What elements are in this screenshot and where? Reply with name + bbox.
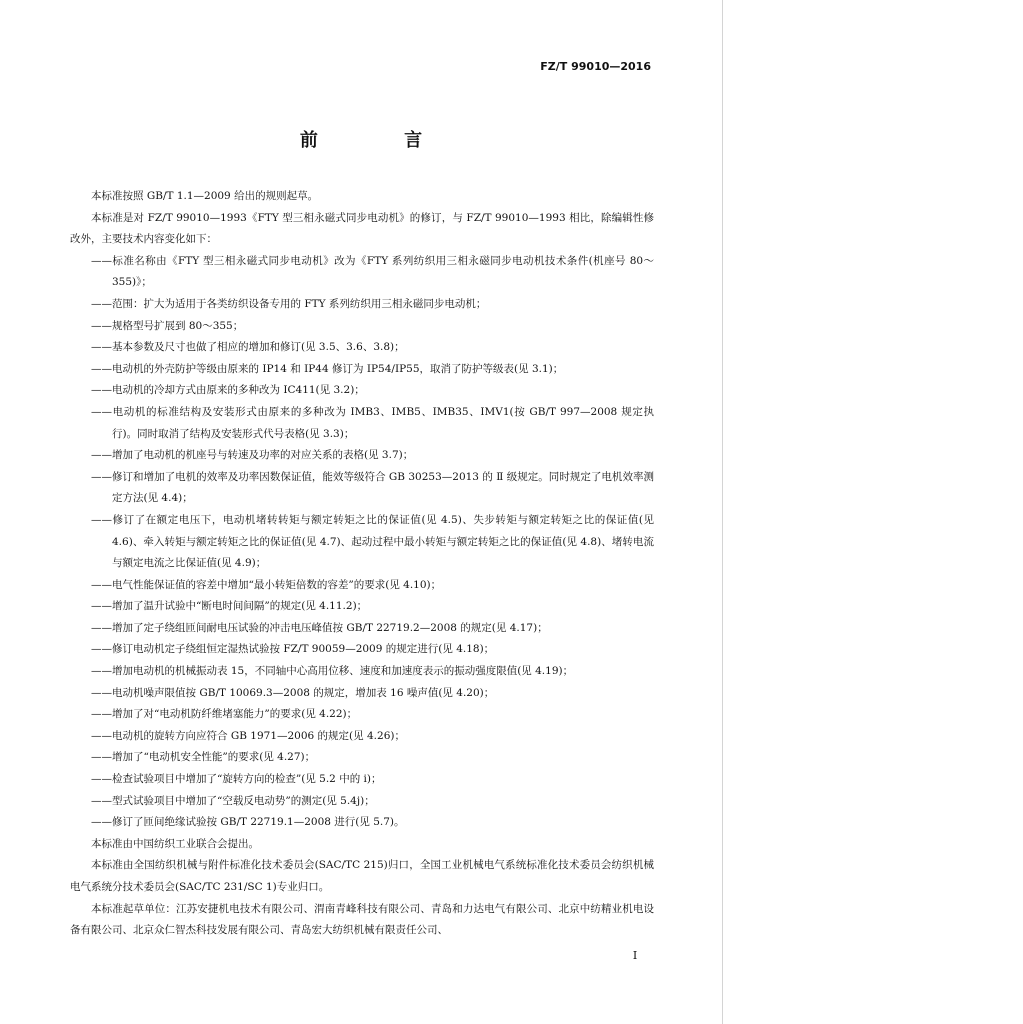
change-list	[70, 251, 654, 834]
blank-area	[723, 0, 1023, 1024]
page-number: I	[632, 949, 638, 962]
change-item: ——增加了电动机的机座号与转速及功率的对应关系的表格(见 3.7)；	[91, 449, 414, 462]
change-item: ——修订了匝间绝缘试验按 GB/T 22719.1—2008 进行(见 5.7)。	[91, 816, 405, 829]
change-item: ——标准名称由《FTY 型三相永磁式同步电动机》改为《FTY 系列纺织用三相永磁同步电动机技术条件(机座号 80～355)》；	[91, 254, 654, 289]
change-item: ——增加了对“电动机防纤维堵塞能力”的要求(见 4.22)；	[91, 708, 358, 721]
paragraph: 本标准由中国纺织工业联合会提出。	[91, 837, 259, 850]
change-item: ——电动机噪声限值按 GB/T 10069.3—2008 的规定，增加表 16 噪声值(见 4.20)；	[91, 686, 495, 699]
change-item: ——范围：扩大为适用于各类纺织设备专用的 FTY 系列纺织用三相永磁同步电动机；	[91, 297, 487, 310]
change-item: ——电气性能保证值的容差中增加“最小转矩倍数的容差”的要求(见 4.10)；	[91, 578, 442, 591]
change-item: ——增加电动机的机械振动表 15，不同轴中心高用位移、速度和加速度表示的振动强度限值(见 4.19)；	[91, 665, 574, 678]
foreword-body	[70, 186, 654, 942]
standard-code: FZ/T 99010—2016	[540, 60, 651, 73]
change-item: ——基本参数及尺寸也做了相应的增加和修订(见 3.5、3.6、3.8)；	[91, 341, 405, 354]
change-item: ——检查试验项目中增加了“旋转方向的检查”(见 5.2 中的 i)；	[91, 773, 382, 786]
paragraph: 本标准由全国纺织机械与附件标准化技术委员会(SAC/TC 215)归口，全国工业机械电气系统标准化技术委员会纺织机械电气系统分技术委员会(SAC/TC 231/SC 1)专业归口。	[70, 859, 654, 893]
change-item: ——增加了定子绕组匝间耐电压试验的冲击电压峰值按 GB/T 22719.2—2008 的规定(见 4.17)；	[91, 621, 548, 634]
change-item: ——电动机的旋转方向应符合 GB 1971—2006 的规定(见 4.26)；	[91, 729, 405, 742]
paragraph: 本标准是对 FZ/T 99010—1993《FTY 型三相永磁式同步电动机》的修订，与 FZ/T 99010—1993 相比，除编辑性修改外，主要技术内容变化如下：	[70, 211, 654, 246]
paragraph: 本标准按照 GB/T 1.1—2009 给出的规则起草。	[91, 190, 319, 202]
change-item: ——修订电动机定子绕组恒定湿热试验按 FZ/T 90059—2009 的规定进行(见 4.18)；	[91, 643, 495, 656]
change-item: ——增加了“电动机安全性能”的要求(见 4.27)；	[91, 751, 316, 764]
change-item: ——增加了温升试验中“断电时间间隔”的规定(见 4.11.2)；	[91, 600, 368, 613]
change-item: ——修订和增加了电机的效率及功率因数保证值，能效等级符合 GB 30253—2013 的 Ⅱ 级规定。同时规定了电机效率测定方法(见 4.4)；	[91, 470, 654, 505]
change-item: ——电动机的外壳防护等级由原来的 IP14 和 IP44 修订为 IP54/IP55，取消了防护等级表(见 3.1)；	[91, 362, 564, 375]
change-item: ——型式试验项目中增加了“空载反电动势”的测定(见 5.4j)；	[91, 794, 375, 807]
change-item: ——修订了在额定电压下，电动机堵转转矩与额定转矩之比的保证值(见 4.5)、失步转矩与额定转矩之比的保证值(见 4.6)、牵入转矩与额定转矩之比的保证值(见 4.7)、起动过程中最小转矩与额定转矩之比的保证值(见 4.8)、堵转电流与额定电流之比保证值(见 4.9)；	[91, 513, 654, 570]
change-item: ——电动机的标准结构及安装形式由原来的多种改为 IMB3、IMB5、IMB35、IMV1(按 GB/T 997—2008 规定执行)。同时取消了结构及安装形式代号表格(见 3.3)；	[91, 405, 654, 440]
paragraph: 本标准起草单位：江苏安捷机电技术有限公司、渭南青峰科技有限公司、青岛和力达电气有限公司、北京中纺精业机电设备有限公司、北京众仁智杰科技发展有限公司、青岛宏大纺织机械有限责任公司、	[70, 902, 654, 937]
page-title: 前 言	[299, 130, 463, 151]
change-item: ——电动机的冷却方式由原来的多种改为 IC411(见 3.2)；	[91, 384, 365, 397]
change-item: ——规格型号扩展到 80～355；	[91, 319, 244, 332]
